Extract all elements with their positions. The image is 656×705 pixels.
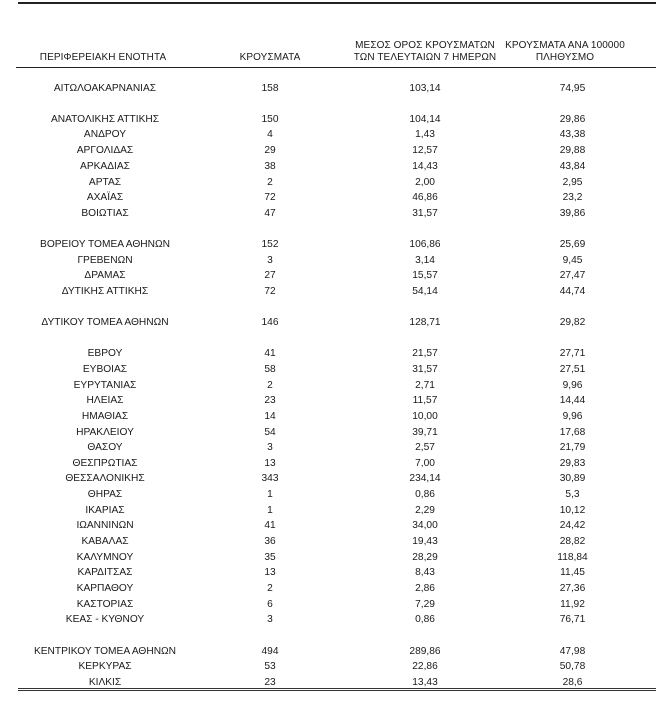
cell-per100k: 17,68 <box>559 427 586 438</box>
cell-per100k: 29,83 <box>559 458 586 469</box>
cell-cases: 13 <box>264 567 276 578</box>
cell-region: ΚΑΣΤΟΡΙΑΣ <box>76 599 134 610</box>
cell-per100k: 5,3 <box>565 489 580 500</box>
cell-region: ΒΟΡΕΙΟΥ ΤΟΜΕΑ ΑΘΗΝΩΝ <box>40 239 170 250</box>
table-row <box>0 190 656 205</box>
cell-avg7: 28,29 <box>412 552 438 563</box>
cell-region: ΚΙΛΚΙΣ <box>88 677 122 688</box>
cell-avg7: 106,86 <box>409 239 441 250</box>
cell-cases: 13 <box>264 458 276 469</box>
cell-region: ΕΥΡΥΤΑΝΙΑΣ <box>73 380 137 391</box>
cell-cases: 1 <box>267 505 273 516</box>
cell-per100k: 25,69 <box>559 239 586 250</box>
cell-cases: 1 <box>267 489 273 500</box>
cell-avg7: 15,57 <box>412 270 438 281</box>
cell-cases: 14 <box>264 411 276 422</box>
cell-cases: 152 <box>261 239 279 250</box>
cell-per100k: 14,44 <box>559 395 586 406</box>
table-row <box>0 112 656 127</box>
cell-cases: 23 <box>264 395 276 406</box>
cell-per100k: 47,98 <box>559 646 586 657</box>
cell-region: ΘΕΣΠΡΩΤΙΑΣ <box>72 458 138 469</box>
cell-cases: 3 <box>267 255 273 266</box>
cell-avg7: 31,57 <box>412 208 438 219</box>
cell-region: ΔΥΤΙΚΗΣ ΑΤΤΙΚΗΣ <box>61 286 149 297</box>
cell-region: ΑΡΓΟΛΙΔΑΣ <box>76 145 134 156</box>
cell-region: ΗΡΑΚΛΕΙΟΥ <box>76 427 134 438</box>
cell-avg7: 7,29 <box>415 599 435 610</box>
header-divider <box>16 67 656 68</box>
cell-per100k: 11,45 <box>560 567 585 578</box>
cell-cases: 158 <box>261 83 279 94</box>
cell-cases: 53 <box>264 661 276 672</box>
cell-region: ΘΑΣΟΥ <box>87 442 123 453</box>
cell-avg7: 19,43 <box>412 536 438 547</box>
cell-region: ΑΡΚΑΔΙΑΣ <box>80 161 130 172</box>
cell-per100k: 43,84 <box>559 161 586 172</box>
cell-per100k: 29,82 <box>559 317 586 328</box>
cell-avg7: 103,14 <box>409 83 441 94</box>
cell-avg7: 22,86 <box>412 661 438 672</box>
cell-per100k: 9,96 <box>562 411 583 422</box>
header-per100k-line1: ΚΡΟΥΣΜΑΤΑ ΑΝΑ 100000 <box>505 40 625 51</box>
cell-avg7: 10,00 <box>412 411 438 422</box>
cell-avg7: 289,86 <box>409 646 441 657</box>
cell-region: ΑΝΑΤΟΛΙΚΗΣ ΑΤΤΙΚΗΣ <box>50 114 160 125</box>
cell-per100k: 23,2 <box>562 192 583 203</box>
cell-per100k: 9,45 <box>562 255 583 266</box>
bottom-border-double <box>18 690 656 691</box>
cell-per100k: 43,38 <box>559 129 586 140</box>
table-row <box>0 268 656 283</box>
cell-region: ΚΑΡΔΙΤΣΑΣ <box>77 567 133 578</box>
cell-per100k: 28,6 <box>562 677 583 688</box>
cell-per100k: 27,51 <box>559 364 586 375</box>
table-row <box>0 393 656 408</box>
cell-region: ΘΕΣΣΑΛΟΝΙΚΗΣ <box>65 473 145 484</box>
cell-cases: 3 <box>267 442 273 453</box>
cell-avg7: 1,43 <box>415 129 435 140</box>
cell-avg7: 2,00 <box>415 177 435 188</box>
cell-avg7: 104,14 <box>409 114 441 125</box>
cell-per100k: 2,95 <box>562 177 583 188</box>
cell-per100k: 9,96 <box>562 380 583 391</box>
table-row <box>0 534 656 549</box>
cell-avg7: 0,86 <box>415 614 435 625</box>
cell-region: ΔΡΑΜΑΣ <box>84 270 126 281</box>
table-row <box>0 346 656 361</box>
cell-region: ΙΩΑΝΝΙΝΩΝ <box>76 520 134 531</box>
cell-avg7: 12,57 <box>412 145 438 156</box>
cell-per100k: 28,82 <box>559 536 586 547</box>
cell-region: ΗΜΑΘΙΑΣ <box>81 411 129 422</box>
table-row <box>0 471 656 486</box>
cell-per100k: 39,86 <box>559 208 586 219</box>
table-row <box>0 253 656 268</box>
header-avg7-line1: ΜΕΣΟΣ ΟΡΟΣ ΚΡΟΥΣΜΑΤΩΝ <box>355 40 495 51</box>
header-per100k <box>500 40 630 64</box>
cell-region: ΑΙΤΩΛΟΑΚΑΡΝΑΝΙΑΣ <box>53 83 157 94</box>
cell-per100k: 76,71 <box>559 614 586 625</box>
cell-avg7: 31,57 <box>412 364 438 375</box>
bottom-border <box>18 688 656 689</box>
table-row <box>0 440 656 455</box>
table-row <box>0 503 656 518</box>
cell-avg7: 0,86 <box>415 489 435 500</box>
cell-cases: 4 <box>267 129 273 140</box>
header-cases: ΚΡΟΥΣΜΑΤΑ <box>239 52 301 63</box>
table-row <box>0 159 656 174</box>
cell-cases: 343 <box>261 473 279 484</box>
cell-cases: 72 <box>264 286 276 297</box>
cell-avg7: 34,00 <box>412 520 438 531</box>
table-row <box>0 518 656 533</box>
top-border <box>18 2 656 4</box>
cell-cases: 150 <box>261 114 279 125</box>
cell-cases: 23 <box>264 677 276 688</box>
cell-cases: 3 <box>267 614 273 625</box>
cell-per100k: 29,86 <box>559 114 586 125</box>
cell-avg7: 128,71 <box>409 317 441 328</box>
cell-cases: 47 <box>264 208 276 219</box>
cell-avg7: 13,43 <box>412 677 438 688</box>
table-row <box>0 409 656 424</box>
table-row <box>0 362 656 377</box>
cell-region: ΚΑΒΑΛΑΣ <box>81 536 129 547</box>
cell-per100k: 21,79 <box>559 442 586 453</box>
table-row <box>0 581 656 596</box>
cell-avg7: 234,14 <box>409 473 441 484</box>
table-row <box>0 659 656 674</box>
cell-region: ΚΑΛΥΜΝΟΥ <box>76 552 134 563</box>
table-row <box>0 127 656 142</box>
cell-avg7: 2,86 <box>415 583 435 594</box>
cell-region: ΓΡΕΒΕΝΩΝ <box>77 255 133 266</box>
cell-avg7: 11,57 <box>412 395 438 406</box>
table-row <box>0 81 656 96</box>
cell-cases: 41 <box>264 348 276 359</box>
table-row <box>0 565 656 580</box>
cell-avg7: 2,29 <box>415 505 435 516</box>
cell-cases: 2 <box>267 177 273 188</box>
table-row <box>0 284 656 299</box>
cell-region: ΑΝΔΡΟΥ <box>83 129 127 140</box>
cell-region: ΙΚΑΡΙΑΣ <box>85 505 125 516</box>
cell-per100k: 27,47 <box>559 270 586 281</box>
cell-avg7: 2,57 <box>415 442 435 453</box>
table-row <box>0 425 656 440</box>
header-avg7 <box>340 40 510 64</box>
cell-per100k: 30,89 <box>559 473 586 484</box>
cell-avg7: 2,71 <box>415 380 435 391</box>
cell-per100k: 29,88 <box>559 145 586 156</box>
cell-cases: 2 <box>267 380 273 391</box>
cell-region: ΚΕΡΚΥΡΑΣ <box>78 661 132 672</box>
cell-per100k: 10,12 <box>559 505 586 516</box>
cell-region: ΑΡΤΑΣ <box>88 177 122 188</box>
cell-per100k: 11,92 <box>560 599 585 610</box>
header-avg7-line2: ΤΩΝ ΤΕΛΕΥΤΑΙΩΝ 7 ΗΜΕΡΩΝ <box>353 52 497 63</box>
cell-per100k: 44,74 <box>559 286 586 297</box>
cell-cases: 27 <box>264 270 276 281</box>
table-row <box>0 143 656 158</box>
cell-cases: 54 <box>264 427 276 438</box>
cell-cases: 35 <box>264 552 276 563</box>
cell-avg7: 21,57 <box>412 348 438 359</box>
cell-cases: 58 <box>264 364 276 375</box>
cell-cases: 29 <box>264 145 276 156</box>
table-row <box>0 378 656 393</box>
table-row <box>0 237 656 252</box>
cell-per100k: 27,36 <box>559 583 586 594</box>
cell-avg7: 14,43 <box>412 161 438 172</box>
cell-avg7: 7,00 <box>415 458 435 469</box>
cell-cases: 146 <box>261 317 279 328</box>
cell-avg7: 39,71 <box>412 427 438 438</box>
table-row <box>0 597 656 612</box>
table-row <box>0 315 656 330</box>
cell-avg7: 3,14 <box>415 255 435 266</box>
cell-region: ΚΕΑΣ - ΚΥΘΝΟΥ <box>65 614 145 625</box>
table-row <box>0 644 656 659</box>
cell-region: ΚΕΝΤΡΙΚΟΥ ΤΟΜΕΑ ΑΘΗΝΩΝ <box>33 646 177 657</box>
table-row <box>0 175 656 190</box>
table-row <box>0 206 656 221</box>
cell-region: ΕΒΡΟΥ <box>87 348 123 359</box>
cell-per100k: 118,84 <box>557 552 588 563</box>
cell-cases: 494 <box>261 646 279 657</box>
cell-region: ΗΛΕΙΑΣ <box>86 395 124 406</box>
cell-per100k: 24,42 <box>559 520 586 531</box>
cell-per100k: 50,78 <box>559 661 586 672</box>
table-row <box>0 456 656 471</box>
cell-cases: 6 <box>267 599 273 610</box>
header-per100k-line2: ΠΛΗΘΥΣΜΟ <box>535 52 595 63</box>
cell-cases: 38 <box>264 161 276 172</box>
cell-per100k: 74,95 <box>559 83 586 94</box>
cell-cases: 2 <box>267 583 273 594</box>
cell-region: ΘΗΡΑΣ <box>87 489 123 500</box>
header-region: ΠΕΡΙΦΕΡΕΙΑΚΗ ΕΝΟΤΗΤΑ <box>39 52 167 63</box>
table-row <box>0 550 656 565</box>
cell-region: ΚΑΡΠΑΘΟΥ <box>76 583 134 594</box>
cell-region: ΔΥΤΙΚΟΥ ΤΟΜΕΑ ΑΘΗΝΩΝ <box>41 317 169 328</box>
cell-cases: 41 <box>264 520 276 531</box>
cell-region: ΕΥΒΟΙΑΣ <box>82 364 128 375</box>
cell-avg7: 46,86 <box>412 192 438 203</box>
cell-cases: 72 <box>264 192 276 203</box>
cell-avg7: 54,14 <box>412 286 438 297</box>
cell-region: ΒΟΙΩΤΙΑΣ <box>81 208 129 219</box>
table-row <box>0 487 656 502</box>
cell-cases: 36 <box>264 536 276 547</box>
cell-per100k: 27,71 <box>559 348 586 359</box>
cell-region: ΑΧΑΪΑΣ <box>86 192 124 203</box>
table-row <box>0 612 656 627</box>
cell-avg7: 8,43 <box>415 567 435 578</box>
